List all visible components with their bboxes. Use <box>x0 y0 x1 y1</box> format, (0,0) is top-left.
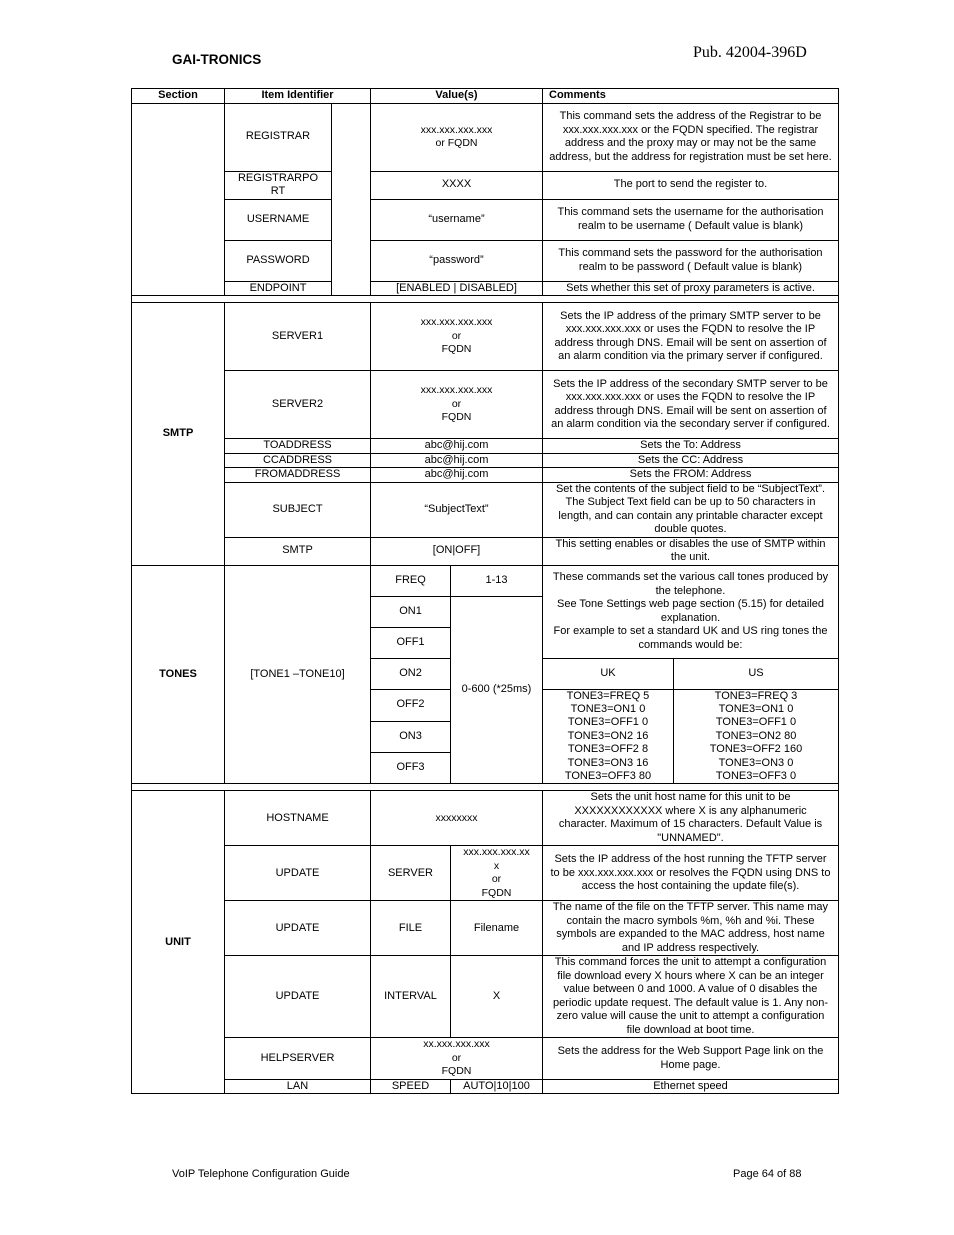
table-row <box>132 565 839 596</box>
table-row <box>132 1038 839 1080</box>
comment-cell: This command sets the address of the Registrar to be xxx.xxx.xxx.xxx or the FQDN specified. The registrar address and the proxy may or may not be the same address, but the address for registration must be set here. <box>543 103 839 171</box>
us-line: TONE3=ON2 80 <box>715 729 797 742</box>
item-line: REGISTRARPO <box>237 171 319 184</box>
uk-line: TONE3=OFF1 0 <box>567 716 649 729</box>
item-cell: SMTP <box>225 537 371 565</box>
us-line: TONE3=OFF1 0 <box>715 716 797 729</box>
value-line: xxx.xxx.xxx.xxx <box>420 316 493 329</box>
value-cell <box>371 103 543 171</box>
value-cell: “password” <box>371 240 543 281</box>
value-line: x <box>493 859 500 872</box>
value-line: FQDN <box>481 886 512 899</box>
uk-line: TONE3=ON3 16 <box>567 756 649 769</box>
section-label-smtp: SMTP <box>132 303 225 566</box>
comment-cell: This command sets the password for the authorisation realm to be password ( Default value is blank) <box>543 240 839 281</box>
tone-param: ON2 <box>371 658 451 689</box>
value-line: xxx.xxx.xxx.xxx <box>420 384 493 397</box>
company-name: GAI-TRONICS <box>172 52 262 67</box>
uk-header: UK <box>543 658 674 689</box>
item-line: RT <box>270 185 286 197</box>
table-row <box>132 240 839 281</box>
value-cell: AUTO|10|100 <box>451 1079 543 1094</box>
comment-cell: The name of the file on the TFTP server. This name may contain the macro symbols %m, %h and %i. These symbols are expanded to the MAC address, host name and IP address respectively. <box>543 901 839 956</box>
table-row <box>132 103 839 171</box>
us-line: TONE3=ON1 0 <box>718 702 794 715</box>
tone-param: OFF1 <box>371 627 451 658</box>
table-row <box>132 281 839 296</box>
comment-line: For example to set a standard UK and US ring tones the commands would be: <box>553 625 828 651</box>
item-cell: SERVER1 <box>225 303 371 371</box>
value-line: or <box>451 1051 462 1064</box>
table-row <box>132 371 839 439</box>
item-cell: HOSTNAME <box>225 791 371 846</box>
item-cell: PASSWORD <box>225 240 332 281</box>
table-row <box>132 901 839 956</box>
item-cell: UPDATE <box>225 956 371 1038</box>
value-line: or <box>451 329 462 342</box>
value-cell: [ENABLED | DISABLED] <box>371 281 543 296</box>
value-cell: [ON|OFF] <box>371 537 543 565</box>
item-cell: HELPSERVER <box>225 1038 371 1080</box>
item-cell: USERNAME <box>225 199 332 240</box>
comment-cell: Sets the IP address of the secondary SMTP server to be xxx.xxx.xxx.xxx or uses the FQDN to resolve the IP address through DNS. Email will be sent on assertion of an alarm condition via the secondary server if configured. <box>543 371 839 439</box>
value-cell: Filename <box>451 901 543 956</box>
section-cell <box>132 103 225 296</box>
comment-cell: This setting enables or disables the use of SMTP within the unit. <box>543 537 839 565</box>
us-header: US <box>674 658 839 689</box>
value-line: or <box>451 397 462 410</box>
table-row <box>132 439 839 454</box>
tone-param: OFF3 <box>371 753 451 784</box>
table-row <box>132 956 839 1038</box>
value-cell: abc@hij.com <box>371 468 543 483</box>
sub-item-cell: INTERVAL <box>371 956 451 1038</box>
value-cell <box>451 846 543 901</box>
item-cell: LAN <box>225 1079 371 1094</box>
sub-item-cell: FILE <box>371 901 451 956</box>
tone-param: ON1 <box>371 596 451 627</box>
comment-cell: Sets whether this set of proxy parameters is active. <box>543 281 839 296</box>
comment-line: See Tone Settings web page section (5.15) for detailed explanation. <box>556 598 825 624</box>
comment-cell: Sets the To: Address <box>543 439 839 454</box>
comment-cell: This command forces the unit to attempt a configuration file download every X hours where X can be an integer value between 0 and 1000. A value of 0 disables the periodic update request. The default value is 1. Any non-zero value will cause the unit to attempt a configuration file download at boot time. <box>543 956 839 1038</box>
comment-cell: Sets the FROM: Address <box>543 468 839 483</box>
table-row <box>132 453 839 468</box>
tone-param-freq: FREQ <box>371 565 451 596</box>
table-row <box>132 791 839 846</box>
sub-item-cell: SERVER <box>371 846 451 901</box>
uk-line: TONE3=OFF3 80 <box>564 769 652 782</box>
column-header-comments: Comments <box>543 89 839 104</box>
uk-line: TONE3=ON1 0 <box>570 702 646 715</box>
value-line: FQDN <box>441 411 472 424</box>
item-cell: REGISTRAR <box>225 103 332 171</box>
comment-cell <box>543 565 839 658</box>
item-cell: SUBJECT <box>225 482 371 537</box>
us-line: TONE3=FREQ 3 <box>714 689 798 702</box>
uk-line: TONE3=ON2 16 <box>567 729 649 742</box>
separator-row <box>132 784 839 791</box>
us-line: TONE3=ON3 0 <box>718 756 794 769</box>
value-cell: abc@hij.com <box>371 453 543 468</box>
value-cell: XXXX <box>371 171 543 199</box>
value-cell: xxxxxxxx <box>371 791 543 846</box>
comment-cell: This command sets the username for the authorisation realm to be username ( Default value is blank) <box>543 199 839 240</box>
table-row <box>132 846 839 901</box>
value-line: xxx.xxx.xxx.xx <box>463 846 530 859</box>
item-cell: ENDPOINT <box>225 281 332 296</box>
section-label-unit: UNIT <box>132 791 225 1094</box>
item-cell: TOADDRESS <box>225 439 371 454</box>
value-cell <box>371 371 543 439</box>
column-header-values: Value(s) <box>371 89 543 104</box>
item-cell <box>225 171 332 199</box>
us-example-cell <box>674 689 839 784</box>
uk-example-cell <box>543 689 674 784</box>
separator-row <box>132 296 839 303</box>
footer-guide-title: VoIP Telephone Configuration Guide <box>172 1168 350 1180</box>
config-table <box>131 88 839 1094</box>
table-row <box>132 468 839 483</box>
value-cell: “username” <box>371 199 543 240</box>
value-line: or <box>491 873 502 886</box>
tone-param: OFF2 <box>371 689 451 721</box>
tone-param-value: 0-600 (*25ms) <box>451 596 543 784</box>
table-row <box>132 171 839 199</box>
comment-cell: Sets the IP address of the host running the TFTP server to be xxx.xxx.xxx.xxx or resolves the FQDN using DNS to access the host containing the update file(s). <box>543 846 839 901</box>
column-header-item: Item Identifier <box>225 89 371 104</box>
value-cell <box>371 1038 543 1080</box>
uk-line: TONE3=OFF2 8 <box>567 743 649 756</box>
value-line: xxx.xxx.xxx.xxx <box>420 123 493 136</box>
value-line: xx.xxx.xxx.xxx <box>423 1038 490 1051</box>
comment-cell: The port to send the register to. <box>543 171 839 199</box>
table-header-row <box>132 89 839 104</box>
value-cell: X <box>451 956 543 1038</box>
comment-cell: Sets the unit host name for this unit to be XXXXXXXXXXXX where X is any alphanumeric character. Maximum of 15 characters. Default Value is "UNNAMED". <box>543 791 839 846</box>
item-cell: UPDATE <box>225 901 371 956</box>
item-cell: [TONE1 –TONE10] <box>225 565 371 784</box>
comment-cell: Sets the IP address of the primary SMTP server to be xxx.xxx.xxx.xxx or uses the FQDN to resolve the IP address through DNS. Email will be sent on assertion of an alarm condition via the primary server if configured. <box>543 303 839 371</box>
item-cell: FROMADDRESS <box>225 468 371 483</box>
comment-line: These commands set the various call tones produced by the telephone. <box>552 571 829 597</box>
value-line: or FQDN <box>435 137 478 149</box>
value-line: FQDN <box>441 343 472 356</box>
comment-cell: Sets the CC: Address <box>543 453 839 468</box>
comment-cell: Set the contents of the subject field to be “SubjectText”. The Subject Text field can be up to 50 characters in length, and can contain any printable character except double quotes. <box>543 482 839 537</box>
uk-line: TONE3=FREQ 5 <box>566 689 650 702</box>
comment-cell: Sets the address for the Web Support Page link on the Home page. <box>543 1038 839 1080</box>
table-row <box>132 1079 839 1094</box>
section-label-tones: TONES <box>132 565 225 784</box>
footer-page-number: Page 64 of 88 <box>733 1168 802 1180</box>
sub-item-cell: SPEED <box>371 1079 451 1094</box>
tone-value-freq: 1-13 <box>451 565 543 596</box>
item-cell: UPDATE <box>225 846 371 901</box>
item-cell: CCADDRESS <box>225 453 371 468</box>
comment-cell: Ethernet speed <box>543 1079 839 1094</box>
table-row <box>132 537 839 565</box>
us-line: TONE3=OFF2 160 <box>709 743 803 756</box>
publication-number: Pub. 42004-396D <box>693 44 807 61</box>
table-row <box>132 482 839 537</box>
table-row <box>132 199 839 240</box>
value-cell: “SubjectText” <box>371 482 543 537</box>
tone-param: ON3 <box>371 721 451 752</box>
spacer-cell <box>332 103 371 296</box>
us-line: TONE3=OFF3 0 <box>715 769 797 782</box>
value-cell <box>371 303 543 371</box>
value-line: FQDN <box>441 1065 472 1078</box>
column-header-section: Section <box>132 89 225 104</box>
item-cell: SERVER2 <box>225 371 371 439</box>
value-cell: abc@hij.com <box>371 439 543 454</box>
table-row <box>132 303 839 371</box>
